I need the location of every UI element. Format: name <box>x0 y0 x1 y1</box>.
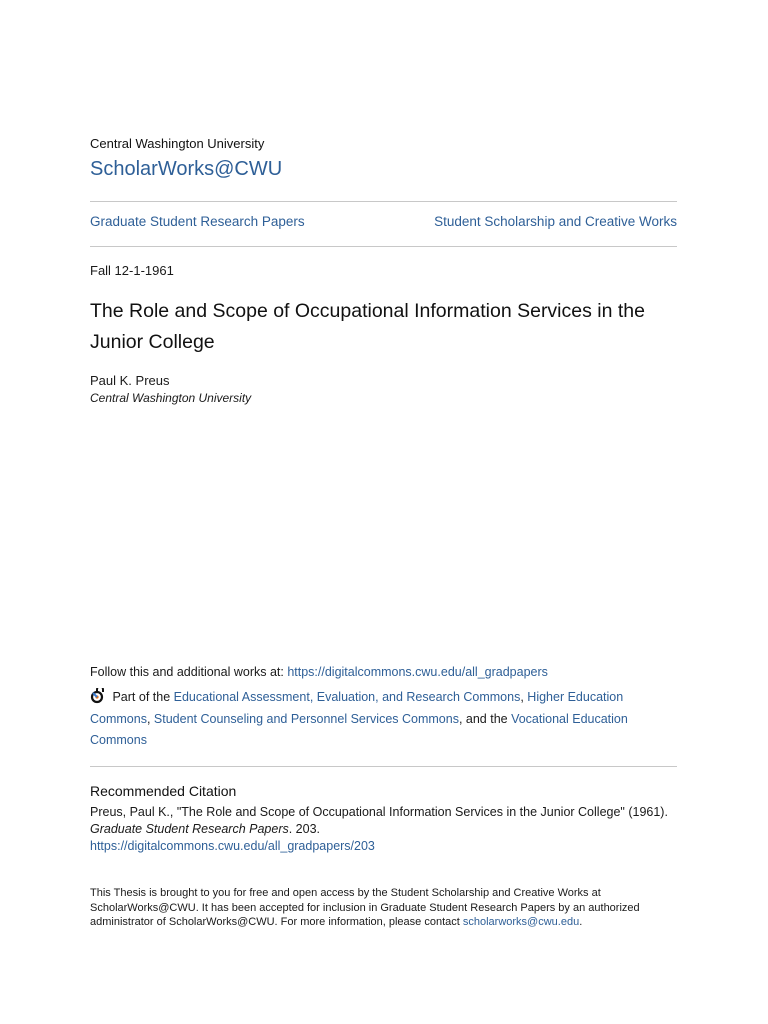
student-scholarship-link[interactable]: Student Scholarship and Creative Works <box>434 214 677 229</box>
graduate-papers-link[interactable]: Graduate Student Research Papers <box>90 214 305 229</box>
citation-line: Preus, Paul K., "The Role and Scope of Occupational Information Services in the Junior College" (1961). <box>90 805 668 819</box>
author-name: Paul K. Preus <box>90 373 170 388</box>
paper-title: The Role and Scope of Occupational Information Services in the Junior College <box>90 300 645 353</box>
follow-url-link[interactable]: https://digitalcommons.cwu.edu/all_gradpapers <box>287 665 548 679</box>
follow-text: Follow this and additional works at: <box>90 665 288 679</box>
repository-link[interactable]: ScholarWorks@CWU <box>90 158 283 180</box>
citation-divider <box>90 766 677 767</box>
open-access-icon <box>90 688 106 704</box>
author-affiliation: Central Washington University <box>90 391 252 405</box>
access-notice: This Thesis is brought to you for free and open access by the Student Scholarship and Creative Works at ScholarWorks@CWU. It has been accepted for inclusion in Graduate Student Research Papers by an authorized administrator of ScholarWorks@CWU. For more information, please contact scholarworks@cwu.edu. <box>90 887 640 928</box>
publication-date: Fall 12-1-1961 <box>90 263 174 278</box>
part-of-commons: Part of the Educational Assessment, Evaluation, and Research Commons, Higher Education Commons, Student Counseling and Personnel Services Commons, and the Vocational Education Commons <box>90 687 650 752</box>
citation-series: Graduate Student Research Papers <box>90 822 289 836</box>
notice-text: This Thesis is brought to you for free and open access by the Student Scholarship and Creative Works at ScholarWorks@CWU. It has been accepted for inclusion in Graduate Student Research Papers by an authorized administrator of ScholarWorks@CWU. For more information, please contact <box>90 887 640 928</box>
commons-link-higher-education[interactable]: Higher Education Commons <box>90 690 624 726</box>
citation-heading: Recommended Citation <box>90 783 237 799</box>
citation-url-link[interactable]: https://digitalcommons.cwu.edu/all_gradpapers/203 <box>90 839 375 853</box>
institution-name: Central Washington University <box>90 136 265 151</box>
commons-link-educational-assessment[interactable]: Educational Assessment, Evaluation, and Research Commons <box>173 690 521 704</box>
commons-link-student-counseling[interactable]: Student Counseling and Personnel Services Commons <box>153 711 459 726</box>
nav-divider <box>90 246 677 247</box>
follow-line <box>90 665 548 679</box>
top-divider <box>90 201 677 202</box>
part-of-prefix: Part of the <box>109 690 174 704</box>
citation-series-line <box>90 821 680 838</box>
commons-link-vocational-education[interactable]: Vocational Education Commons <box>90 711 628 747</box>
contact-email-link[interactable]: scholarworks@cwu.edu <box>462 916 580 928</box>
citation-block <box>90 804 680 855</box>
citation-number: . 203. <box>288 822 321 836</box>
